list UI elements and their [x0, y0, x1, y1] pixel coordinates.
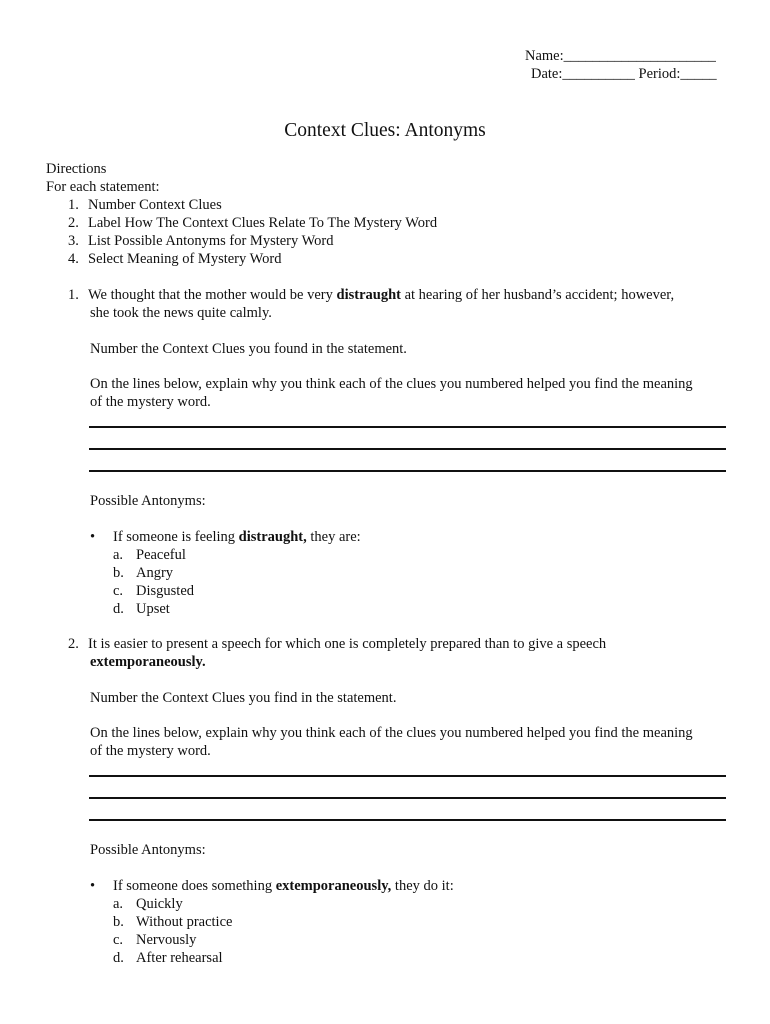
name-field[interactable]: [525, 48, 716, 65]
direction-step: 1. Number Context Clues: [68, 197, 222, 213]
question-2-statement-line2: [90, 653, 206, 671]
date-period-field[interactable]: [531, 66, 717, 83]
explain-instruction: On the lines below, explain why you think each of the clues you numbered helped you find the meaning: [90, 376, 693, 392]
direction-step: 2. Label How The Context Clues Relate To The Mystery Word: [68, 215, 438, 231]
answer-line[interactable]: [89, 426, 726, 428]
page-title: Context Clues: Antonyms: [284, 120, 486, 141]
answer-option[interactable]: c. Nervously: [113, 932, 197, 948]
period-blank[interactable]: _____: [680, 66, 717, 82]
answer-option[interactable]: b. Angry: [113, 565, 174, 581]
possible-antonyms-label: Possible Antonyms:: [90, 493, 206, 509]
answer-option[interactable]: b. Without practice: [113, 914, 233, 930]
answer-option[interactable]: d. After rehearsal: [113, 950, 223, 966]
answer-line[interactable]: [89, 470, 726, 472]
answer-option[interactable]: a. Quickly: [113, 896, 183, 912]
antonym-prompt: • If someone does something extemporaneously, they do it:: [90, 878, 454, 894]
mystery-word: extemporaneously.: [90, 654, 206, 670]
explain-instruction: On the lines below, explain why you think each of the clues you numbered helped you find the meaning: [90, 725, 693, 741]
question-2-statement: 2. It is easier to present a speech for which one is completely prepared than to give a speech: [68, 636, 607, 652]
answer-line[interactable]: [89, 797, 726, 799]
direction-step: 3. List Possible Antonyms for Mystery Word: [68, 233, 334, 249]
answer-line[interactable]: [89, 448, 726, 450]
answer-option[interactable]: c. Disgusted: [113, 583, 194, 599]
explain-instruction-line2: of the mystery word.: [90, 394, 211, 410]
direction-step: 4. Select Meaning of Mystery Word: [68, 251, 282, 267]
directions-intro: For each statement:: [46, 179, 160, 195]
possible-antonyms-label: Possible Antonyms:: [90, 842, 206, 858]
answer-option[interactable]: d. Upset: [113, 601, 170, 617]
date-blank[interactable]: __________: [562, 66, 635, 82]
question-1-statement: 1. We thought that the mother would be very distraught at hearing of her husband’s accident; however,: [68, 287, 675, 303]
answer-line[interactable]: [89, 819, 726, 821]
mystery-word: distraught: [336, 287, 401, 303]
number-clues-instruction: Number the Context Clues you found in the statement.: [90, 341, 407, 357]
explain-instruction-line2: of the mystery word.: [90, 743, 211, 759]
period-label: Period:: [638, 66, 681, 82]
date-label: Date:: [531, 66, 563, 82]
question-1-statement-line2: she took the news quite calmly.: [90, 305, 272, 321]
answer-line[interactable]: [89, 775, 726, 777]
number-clues-instruction: Number the Context Clues you find in the statement.: [90, 690, 397, 706]
antonym-prompt: • If someone is feeling distraught, they are:: [90, 529, 361, 545]
name-label: Name:: [525, 48, 564, 64]
bullet-icon: •: [90, 529, 96, 545]
name-blank[interactable]: _____________________: [563, 48, 716, 64]
directions-heading: Directions: [46, 161, 107, 177]
answer-option[interactable]: a. Peaceful: [113, 547, 186, 563]
bullet-icon: •: [90, 878, 96, 894]
